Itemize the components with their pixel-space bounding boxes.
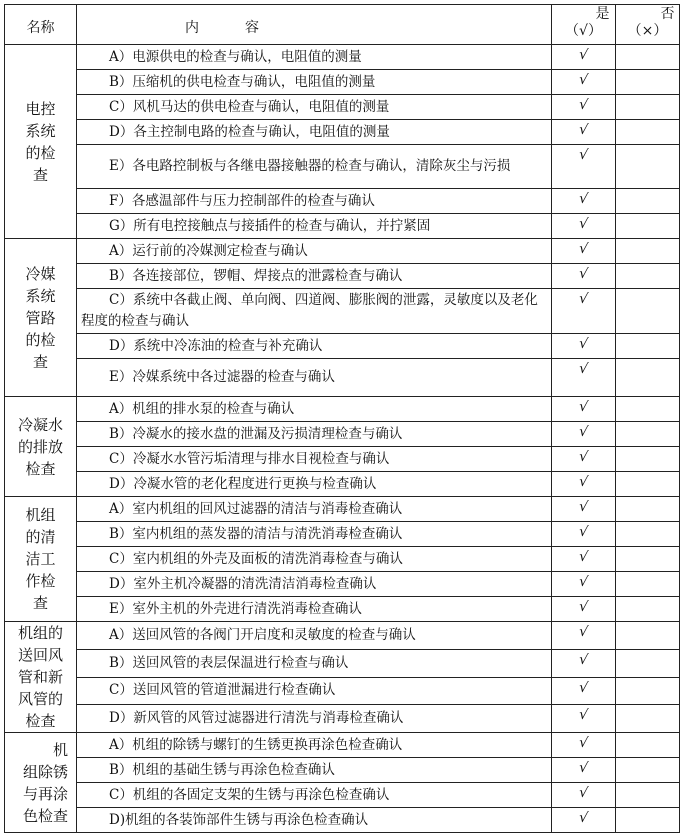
section-title-line: 电控 xyxy=(25,99,56,118)
table-row xyxy=(5,334,680,359)
checkmark-icon: √ xyxy=(577,573,590,591)
checklist-item: E）冷媒系统中各过滤器的检查与确认 xyxy=(77,359,552,397)
section-title xyxy=(5,622,77,733)
yes-check-cell[interactable] xyxy=(552,189,616,214)
yes-check-cell[interactable] xyxy=(552,239,616,264)
checklist-item: A）机组的排水泵的检查与确认 xyxy=(77,397,552,422)
checklist-item: B）各连接部位，锣帽、焊接点的泄露检查与确认 xyxy=(77,264,552,289)
checklist-item: D）室外主机冷凝器的清洗清洁消毒检查确认 xyxy=(77,572,552,597)
table-row xyxy=(5,597,680,622)
no-check-cell[interactable] xyxy=(616,289,680,334)
table-row xyxy=(5,447,680,472)
no-check-cell[interactable] xyxy=(616,189,680,214)
section-title-line: 系统 xyxy=(25,121,56,140)
checkmark-icon: √ xyxy=(577,759,590,777)
yes-check-cell[interactable] xyxy=(552,472,616,497)
no-check-cell[interactable] xyxy=(616,705,680,733)
section-title-line: 机组的 xyxy=(17,624,63,642)
table-row xyxy=(5,758,680,783)
table-row xyxy=(5,359,680,397)
yes-check-cell[interactable] xyxy=(552,95,616,120)
section-title-line: 风管的 xyxy=(17,690,63,708)
section-title-line: 冷媒 xyxy=(25,264,56,283)
checklist-item: G）所有电控接触点与接插件的检查与确认，并拧紧固 xyxy=(77,214,552,239)
section-title xyxy=(5,397,77,497)
table-row xyxy=(5,497,680,522)
checkmark-icon: √ xyxy=(577,121,590,139)
header-name: 名称 xyxy=(5,5,77,45)
checklist-item: A）电源供电的检查与确认，电阻值的测量 xyxy=(77,45,552,70)
checkmark-icon: √ xyxy=(577,598,590,616)
checklist-body xyxy=(5,45,680,833)
checklist-item: F）各感温部件与压力控制部件的检查与确认 xyxy=(77,189,552,214)
checklist-item: B）送回风管的表层保温进行检查与确认 xyxy=(77,649,552,677)
section-title-line: 色检查 xyxy=(22,806,68,825)
no-check-cell[interactable] xyxy=(616,264,680,289)
yes-check-cell[interactable] xyxy=(552,264,616,289)
checklist-item: D）系统中冷冻油的检查与补充确认 xyxy=(77,334,552,359)
yes-check-cell[interactable] xyxy=(552,597,616,622)
yes-check-cell[interactable] xyxy=(552,497,616,522)
section-title-line: 的检 xyxy=(25,330,56,349)
checklist-item: D)机组的各装饰部件生锈与再涂色检查确认 xyxy=(77,808,552,833)
header-no-mark: （×） xyxy=(627,23,668,39)
checklist-item: E）各电路控制板与各继电器接触器的检查与确认，清除灰尘与污损 xyxy=(77,145,552,189)
section-title-line: 作检 xyxy=(25,572,56,590)
checkmark-icon: √ xyxy=(577,398,590,416)
yes-check-cell[interactable] xyxy=(552,214,616,239)
table-row xyxy=(5,522,680,547)
checklist-item: C）送回风管的管道泄漏进行检查确认 xyxy=(77,677,552,705)
section-title-line: 查 xyxy=(32,594,48,612)
checkmark-icon: √ xyxy=(577,335,590,353)
checkmark-icon: √ xyxy=(577,46,590,64)
checklist-item: C）系统中各截止阀、单向阀、四道阀、膨胀阀的泄露，灵敏度以及老化程度的检查与确认 xyxy=(77,289,552,334)
checkmark-icon: √ xyxy=(577,265,590,283)
checklist-item: C）室内机组的外壳及面板的清洗消毒检查与确认 xyxy=(77,547,552,572)
no-check-cell[interactable] xyxy=(616,120,680,145)
table-row xyxy=(5,808,680,833)
section-title-line: 查 xyxy=(32,165,48,184)
table-row xyxy=(5,422,680,447)
table-row xyxy=(5,239,680,264)
yes-check-cell[interactable] xyxy=(552,783,616,808)
no-check-cell[interactable] xyxy=(616,359,680,397)
section-title-line: 冷凝水 xyxy=(17,415,63,434)
section-title-line: 送回风 xyxy=(17,646,63,664)
table-row xyxy=(5,397,680,422)
section-title-line: 检查 xyxy=(25,712,56,730)
section-title xyxy=(5,733,77,833)
checkmark-icon: √ xyxy=(577,71,590,89)
table-row xyxy=(5,705,680,733)
checklist-item: B）冷凝水的接水盘的泄漏及污损清理检查与确认 xyxy=(77,422,552,447)
no-check-cell[interactable] xyxy=(616,397,680,422)
table-row xyxy=(5,572,680,597)
section-title-line: 机 xyxy=(52,740,68,759)
no-check-cell[interactable] xyxy=(616,472,680,497)
checklist-table xyxy=(4,4,680,833)
header-yes-mark: （√） xyxy=(565,23,602,39)
checkmark-icon: √ xyxy=(577,96,590,114)
checkmark-icon: √ xyxy=(577,734,590,752)
yes-check-cell[interactable] xyxy=(552,522,616,547)
section-title xyxy=(5,239,77,397)
no-check-cell[interactable] xyxy=(616,547,680,572)
no-check-cell[interactable] xyxy=(616,733,680,758)
checklist-item: B）室内机组的蒸发器的清洁与清洗消毒检查确认 xyxy=(77,522,552,547)
header-yes-label: 是 xyxy=(595,6,610,22)
yes-check-cell[interactable] xyxy=(552,45,616,70)
no-check-cell[interactable] xyxy=(616,783,680,808)
table-row xyxy=(5,649,680,677)
no-check-cell[interactable] xyxy=(616,622,680,650)
yes-check-cell[interactable] xyxy=(552,622,616,650)
table-row xyxy=(5,677,680,705)
table-row xyxy=(5,264,680,289)
checkmark-icon: √ xyxy=(577,290,590,308)
yes-check-cell[interactable] xyxy=(552,649,616,677)
section-title-line: 洁工 xyxy=(25,550,56,568)
checklist-item: D）各主控制电路的检查与确认，电阻值的测量 xyxy=(77,120,552,145)
checklist-item: E）室外主机的外壳进行清洗消毒检查确认 xyxy=(77,597,552,622)
yes-check-cell[interactable] xyxy=(552,758,616,783)
table-row xyxy=(5,189,680,214)
checkmark-icon: √ xyxy=(577,423,590,441)
table-row xyxy=(5,70,680,95)
header-content xyxy=(77,5,552,45)
yes-check-cell[interactable] xyxy=(552,547,616,572)
section-title-line: 查 xyxy=(32,352,48,371)
table-row xyxy=(5,45,680,70)
section-title-line: 组除锈 xyxy=(22,762,68,781)
checklist-item: A）运行前的冷媒测定检查与确认 xyxy=(77,239,552,264)
no-check-cell[interactable] xyxy=(616,649,680,677)
header-content-a: 内 xyxy=(185,20,199,36)
checkmark-icon: √ xyxy=(577,678,590,697)
checklist-item: A）室内机组的回风过滤器的清洁与消毒检查确认 xyxy=(77,497,552,522)
checkmark-icon: √ xyxy=(577,498,590,516)
table-row xyxy=(5,289,680,334)
no-check-cell[interactable] xyxy=(616,422,680,447)
table-row xyxy=(5,120,680,145)
yes-check-cell[interactable] xyxy=(552,120,616,145)
no-check-cell[interactable] xyxy=(616,572,680,597)
no-check-cell[interactable] xyxy=(616,214,680,239)
checkmark-icon: √ xyxy=(577,809,590,827)
section-title xyxy=(5,45,77,239)
checklist-item: C）机组的各固定支架的生锈与再涂色检查确认 xyxy=(77,783,552,808)
section-title-line: 系统 xyxy=(25,286,56,305)
no-check-cell[interactable] xyxy=(616,145,680,189)
table-row xyxy=(5,95,680,120)
no-check-cell[interactable] xyxy=(616,522,680,547)
header-row xyxy=(5,5,680,45)
checklist-item: D）新风管的风管过滤器进行清洗与消毒检查确认 xyxy=(77,705,552,733)
section-title-line: 检查 xyxy=(25,459,56,478)
table-row xyxy=(5,214,680,239)
checkmark-icon: √ xyxy=(577,784,590,802)
table-row xyxy=(5,622,680,650)
no-check-cell[interactable] xyxy=(616,808,680,833)
section-title-line: 管路 xyxy=(25,308,56,327)
checklist-item: D）冷凝水管的老化程度进行更换与检查确认 xyxy=(77,472,552,497)
table-row xyxy=(5,783,680,808)
checkmark-icon: √ xyxy=(577,706,590,724)
checkmark-icon: √ xyxy=(577,360,590,378)
section-title-line: 与再涂 xyxy=(22,784,68,803)
checkmark-icon: √ xyxy=(577,651,590,669)
yes-check-cell[interactable] xyxy=(552,397,616,422)
section-title-line: 的清 xyxy=(25,528,56,546)
yes-check-cell[interactable] xyxy=(552,334,616,359)
header-no xyxy=(616,5,680,45)
yes-check-cell[interactable] xyxy=(552,145,616,189)
header-content-b: 容 xyxy=(245,20,259,36)
checkmark-icon: √ xyxy=(577,146,590,164)
table-row xyxy=(5,733,680,758)
table-row xyxy=(5,547,680,572)
table-row xyxy=(5,472,680,497)
no-check-cell[interactable] xyxy=(616,677,680,705)
yes-check-cell[interactable] xyxy=(552,422,616,447)
yes-check-cell[interactable] xyxy=(552,733,616,758)
checklist-item: A）送回风管的各阀门开启度和灵敏度的检查与确认 xyxy=(77,622,552,650)
no-check-cell[interactable] xyxy=(616,239,680,264)
no-check-cell[interactable] xyxy=(616,334,680,359)
checkmark-icon: √ xyxy=(577,240,590,258)
no-check-cell[interactable] xyxy=(616,497,680,522)
section-title xyxy=(5,497,77,622)
yes-check-cell[interactable] xyxy=(552,70,616,95)
checkmark-icon: √ xyxy=(577,215,590,233)
header-yes xyxy=(552,5,616,45)
no-check-cell[interactable] xyxy=(616,597,680,622)
checkmark-icon: √ xyxy=(577,523,590,541)
checklist-item: A）机组的除锈与螺钉的生锈更换再涂色检查确认 xyxy=(77,733,552,758)
yes-check-cell[interactable] xyxy=(552,705,616,733)
yes-check-cell[interactable] xyxy=(552,359,616,397)
yes-check-cell[interactable] xyxy=(552,677,616,705)
checkmark-icon: √ xyxy=(577,448,590,466)
checklist-item: C）冷凝水水管污垢清理与排水目视检查与确认 xyxy=(77,447,552,472)
no-check-cell[interactable] xyxy=(616,758,680,783)
section-title-line: 的检 xyxy=(25,143,56,162)
header-no-label: 否 xyxy=(660,6,675,22)
yes-check-cell[interactable] xyxy=(552,447,616,472)
section-title-line: 管和新 xyxy=(17,668,63,686)
checkmark-icon: √ xyxy=(577,548,590,566)
section-title-line: 的排放 xyxy=(17,437,63,456)
yes-check-cell[interactable] xyxy=(552,808,616,833)
checkmark-icon: √ xyxy=(577,473,590,491)
no-check-cell[interactable] xyxy=(616,95,680,120)
section-title-line: 机组 xyxy=(25,506,56,524)
table-row xyxy=(5,145,680,189)
checklist-item: C）风机马达的供电检查与确认，电阻值的测量 xyxy=(77,95,552,120)
no-check-cell[interactable] xyxy=(616,447,680,472)
yes-check-cell[interactable] xyxy=(552,572,616,597)
checklist-item: B）机组的基础生锈与再涂色检查确认 xyxy=(77,758,552,783)
no-check-cell[interactable] xyxy=(616,70,680,95)
checklist-item: B）压缩机的供电检查与确认，电阻值的测量 xyxy=(77,70,552,95)
checkmark-icon: √ xyxy=(577,623,590,641)
no-check-cell[interactable] xyxy=(616,45,680,70)
yes-check-cell[interactable] xyxy=(552,289,616,334)
checkmark-icon: √ xyxy=(577,190,590,208)
